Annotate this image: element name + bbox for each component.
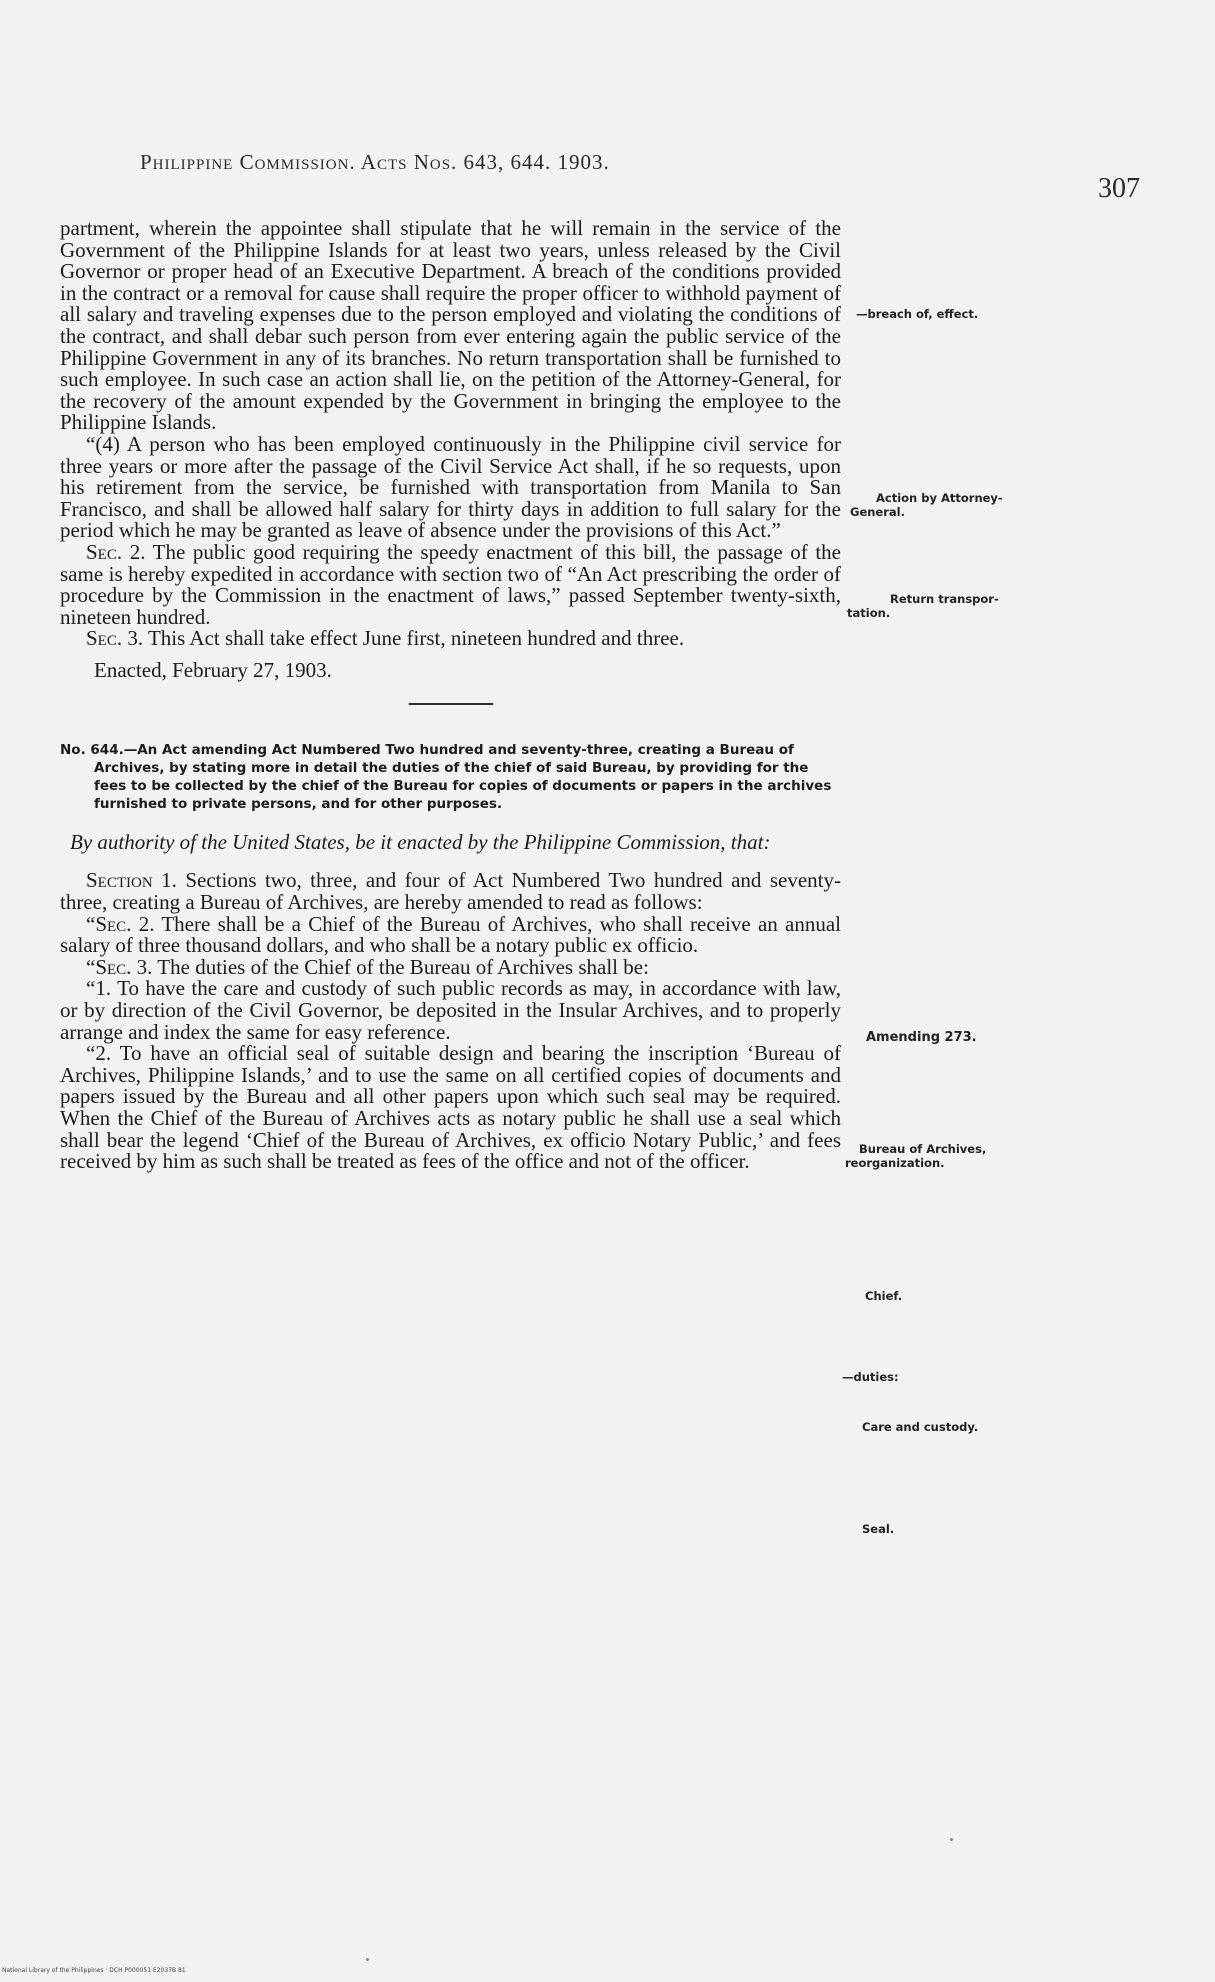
margin-note-action-line-2: General. [850,505,905,519]
enacting-clause: By authority of the United States, be it enacted by the Philippine Commission, that: [70,830,771,855]
section-2 [60,539,841,629]
section-divider [409,703,493,705]
margin-note-amending: Amending 273. [866,1030,977,1045]
section-3-label: Sec. 3. [86,626,144,651]
margin-note-breach: —breach of, effect. [856,307,979,321]
margin-note-return-line-2: tation. [847,606,891,620]
section-2-label: Sec. 2. [86,539,146,564]
quoted-section-2-text: There shall be a Chief of the Bureau of Archives, who shall receive an annual salary of three thousand dollars, and who shall be a notary public ex officio. [60,911,842,958]
margin-note-care: Care and custody. [862,1420,979,1434]
section-3 [60,628,841,650]
margin-note-duties: —duties: [842,1370,899,1384]
quoted-section-3 [60,954,841,979]
margin-note-return-line-1: Return transpor- [890,592,999,606]
act-644-section-1-text: Sections two, three, and four of Act Numbered Two hundred and seventy-three, creating a Bureau of Archives, are hereby amended to read as follows: [60,868,842,915]
running-head: Philippine Commission. Acts Nos. 643, 644. 1903. [140,150,610,174]
paragraph-return-transportation: “(4) A person who has been employed continuously in the Philippine civil service for three years or more after the passage of the Civil Service Act shall, if he so requests, upon his retirement from the service, be furnished with transportation from Manila to San Francisco, and shall be allowed half salary for thirty days in addition to full salary for the period which he may be granted as leave of absence under the provisions of this Act.” [60,431,841,543]
quoted-section-3-text: The duties of the Chief of the Bureau of Archives shall be: [157,954,649,979]
act-644-section-1 [60,870,841,913]
paper-speck [950,1838,953,1841]
margin-note-bureau-line-2: reorganization. [845,1156,945,1170]
enacted-date: Enacted, February 27, 1903. [94,657,332,682]
margin-note-seal: Seal. [862,1522,895,1536]
margin-note-chief: Chief. [865,1289,903,1303]
duty-item-1: “1. To have the care and custody of such public records as may, in accordance with law, or by direction of the Civil Governor, be deposited in the Insular Archives, and to properly arrange and index the same for easy reference. [60,976,841,1044]
duty-item-2: “2. To have an official seal of suitable design and bearing the inscription ‘Bureau of Archives, Philippine Islands,’ and to use the same on all certified copies of documents and papers issued by the Bureau and all other papers upon which such seal may be required. When the Chief of the Bureau of Archives acts as notary public he shall use a seal which shall bear the legend ‘Chief of the Bureau of Archives, ex officio Notary Public,’ and fees received by him as such shall be treated as fees of the office and not of the officer. [60,1041,841,1174]
act-644-title: No. 644.—An Act amending Act Numbered Two hundred and seventy-three, creating a Bureau of Archives, by stating more in detail the duties of the chief of said Bureau, by providing for the fees to be collected by the chief of the Bureau for copies of documents or papers in the archives furnished to private persons, and for other purposes. [60,742,832,813]
page-number: 307 [1098,173,1140,204]
quoted-section-3-label: “Sec. 3. [86,954,153,979]
paragraph-continuation: partment, wherein the appointee shall stipulate that he will remain in the service of the Government of the Philippine Islands for at least two years, unless released by the Civil Governor or proper head of an Executive Department. A breach of the conditions provided in the contract or a removal for cause shall require the proper officer to withhold payment of all salary and traveling expenses due to the person employed and violating the conditions of the contract, and shall debar such person from ever entering again the public service of the Philippine Government in any of its branches. No return transportation shall be furnished to such employee. In such case an action shall lie, on the petition of the Attorney-General, for the recovery of the amount expended by the Government in bringing the employee to the Philippine Islands. [60,216,841,435]
margin-note-bureau-line-1: Bureau of Archives, [859,1142,987,1156]
body-text [60,218,841,1173]
section-3-text: This Act shall take effect June first, nineteen hundred and three. [147,626,685,651]
margin-note-action-line-1: Action by Attorney- [876,491,1003,505]
scan-credit-footer: National Library of the Philippines · DCH P000051 E2037B 81 [2,1967,186,1974]
quoted-section-2-label: “Sec. 2. [86,911,155,936]
section-2-text: The public good requiring the speedy enactment of this bill, the passage of the same is hereby expedited in accordance with section two of “An Act prescribing the order of procedure by the Commission in the enactment of laws,” passed September twenty-sixth, nineteen hundred. [60,539,841,629]
act-644-section-1-label: Section 1. [86,868,177,893]
paper-speck [366,1958,369,1961]
quoted-section-2 [60,911,842,958]
